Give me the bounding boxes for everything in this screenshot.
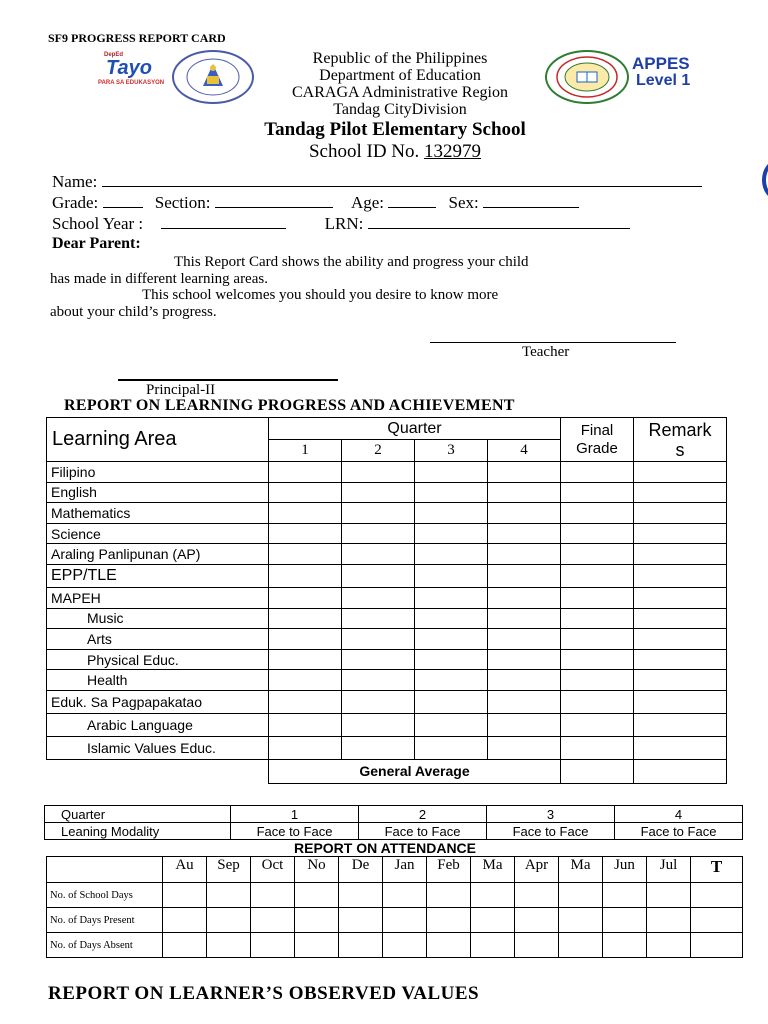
grade-cell[interactable]	[415, 608, 488, 629]
form-title: SF9 PROGRESS REPORT CARD	[48, 31, 226, 45]
header-line2: Department of Education	[319, 67, 481, 84]
grade-cell[interactable]	[342, 670, 415, 691]
attendance-cell[interactable]	[559, 883, 603, 908]
quarter-2-header: 2	[342, 440, 415, 462]
grade-cell[interactable]	[415, 736, 488, 759]
month-header: Apr	[515, 857, 559, 883]
month-header: Feb	[427, 857, 471, 883]
grade-cell[interactable]	[488, 690, 561, 713]
attendance-cell[interactable]	[471, 908, 515, 933]
attendance-cell[interactable]	[295, 908, 339, 933]
modality-value-row	[45, 823, 743, 840]
attendance-cell[interactable]	[471, 933, 515, 958]
age-field[interactable]	[388, 193, 436, 208]
grade-cell[interactable]	[269, 482, 342, 503]
school-id-line	[150, 141, 640, 163]
attendance-cell[interactable]	[339, 933, 383, 958]
grade-cell[interactable]	[269, 544, 342, 565]
appes-line1: APPES	[632, 54, 690, 73]
tayo-top-text: DepEd	[104, 52, 124, 58]
section-field[interactable]	[215, 193, 333, 208]
attendance-cell[interactable]	[163, 933, 207, 958]
principal-signature-line	[118, 379, 338, 381]
attendance-corner-cell	[47, 857, 163, 883]
subject-name: Health	[47, 670, 269, 691]
deped-tayo-logo	[98, 52, 168, 92]
grade-cell[interactable]	[415, 462, 488, 483]
subject-row	[47, 482, 727, 503]
grade-cell[interactable]	[269, 608, 342, 629]
attendance-cell[interactable]	[603, 933, 647, 958]
salutation: Dear Parent:	[52, 235, 141, 252]
tayo-sub-text: PARA SA EDUKASYON	[98, 80, 165, 86]
subject-row	[47, 690, 727, 713]
subject-name: English	[47, 482, 269, 503]
remarks-cell[interactable]	[634, 523, 727, 544]
teacher-signature-line	[430, 342, 676, 343]
grade-cell[interactable]	[342, 462, 415, 483]
header-line1: Republic of the Philippines	[312, 50, 488, 67]
modality-value-q2[interactable]: Face to Face	[359, 823, 487, 840]
attendance-cell[interactable]	[163, 908, 207, 933]
final-grade-cell[interactable]	[561, 503, 634, 524]
grade-cell[interactable]	[488, 523, 561, 544]
attendance-table	[46, 856, 743, 958]
teacher-label: Teacher	[522, 344, 570, 360]
grade-cell[interactable]	[342, 713, 415, 736]
attendance-cell[interactable]	[163, 883, 207, 908]
grade-cell[interactable]	[342, 690, 415, 713]
col-remarks-text2: s	[675, 439, 685, 460]
attendance-cell[interactable]	[647, 933, 691, 958]
school-year-row	[52, 214, 732, 234]
subject-row	[47, 629, 727, 650]
header-block	[240, 50, 560, 118]
subject-name: Physical Educ.	[47, 649, 269, 670]
final-grade-cell[interactable]	[561, 629, 634, 650]
letter-p2-line2: about your child’s progress.	[50, 303, 217, 320]
name-label: Name:	[52, 172, 98, 191]
remarks-cell[interactable]	[634, 587, 727, 608]
attendance-row	[47, 883, 743, 908]
attendance-cell[interactable]	[427, 908, 471, 933]
grade-cell[interactable]	[488, 649, 561, 670]
grade-cell[interactable]	[269, 462, 342, 483]
general-average-row	[47, 759, 727, 783]
subject-name: Arabic Language	[47, 713, 269, 736]
progress-header-row	[47, 418, 727, 440]
subject-name: Arts	[47, 629, 269, 650]
grade-cell[interactable]	[415, 503, 488, 524]
remarks-cell[interactable]	[634, 462, 727, 483]
remarks-cell[interactable]	[634, 690, 727, 713]
attendance-cell[interactable]	[647, 908, 691, 933]
modality-value-q1[interactable]: Face to Face	[231, 823, 359, 840]
month-header: No	[295, 857, 339, 883]
sex-field[interactable]	[483, 193, 579, 208]
lrn-label: LRN:	[324, 214, 364, 233]
attendance-cell[interactable]	[691, 883, 743, 908]
grade-cell[interactable]	[488, 462, 561, 483]
grade-cell[interactable]	[342, 736, 415, 759]
grade-cell[interactable]	[342, 544, 415, 565]
subject-row	[47, 736, 727, 759]
remarks-cell[interactable]	[634, 670, 727, 691]
general-average-remarks[interactable]	[634, 759, 727, 783]
attendance-cell[interactable]	[383, 933, 427, 958]
remarks-cell[interactable]	[634, 736, 727, 759]
grade-cell[interactable]	[415, 482, 488, 503]
month-header: Ma	[471, 857, 515, 883]
learning-progress-table	[46, 417, 727, 784]
grade-cell[interactable]	[488, 608, 561, 629]
modality-table	[44, 805, 743, 840]
modality-label: Leaning Modality	[45, 823, 231, 840]
grade-cell[interactable]	[342, 564, 415, 587]
remarks-cell[interactable]	[634, 482, 727, 503]
remarks-cell[interactable]	[634, 713, 727, 736]
letter-p1-line2: has made in different learning areas.	[50, 270, 268, 287]
subject-name: Araling Panlipunan (AP)	[47, 544, 269, 565]
values-title: REPORT ON LEARNER’S OBSERVED VALUES	[48, 983, 480, 1004]
appes-logo	[632, 55, 708, 91]
month-header: De	[339, 857, 383, 883]
attendance-cell[interactable]	[691, 933, 743, 958]
sex-label: Sex:	[448, 193, 479, 212]
final-grade-cell[interactable]	[561, 482, 634, 503]
subject-name: MAPEH	[47, 587, 269, 608]
letter-body	[50, 254, 529, 320]
grade-cell[interactable]	[269, 587, 342, 608]
attendance-cell[interactable]	[207, 933, 251, 958]
col-remarks	[634, 418, 727, 462]
attendance-cell[interactable]	[383, 883, 427, 908]
attendance-cell[interactable]	[251, 883, 295, 908]
month-header: Jan	[383, 857, 427, 883]
attendance-cell[interactable]	[471, 883, 515, 908]
attendance-cell[interactable]	[295, 933, 339, 958]
attendance-cell[interactable]	[603, 883, 647, 908]
grade-cell[interactable]	[269, 523, 342, 544]
grade-cell[interactable]	[342, 523, 415, 544]
modality-quarter-label: Quarter	[45, 806, 231, 823]
modality-value-q4[interactable]: Face to Face	[615, 823, 743, 840]
school-year-label: School Year :	[52, 214, 144, 233]
remarks-cell[interactable]	[634, 608, 727, 629]
attendance-cell[interactable]	[691, 908, 743, 933]
attendance-cell[interactable]	[427, 883, 471, 908]
grade-cell[interactable]	[269, 713, 342, 736]
grade-cell[interactable]	[488, 482, 561, 503]
final-grade-cell[interactable]	[561, 564, 634, 587]
subject-name: Islamic Values Educ.	[47, 736, 269, 759]
section-label: Section:	[154, 193, 211, 212]
attendance-cell[interactable]	[339, 908, 383, 933]
final-grade-cell[interactable]	[561, 544, 634, 565]
quarter-3-header: 3	[415, 440, 488, 462]
grade-cell[interactable]	[342, 608, 415, 629]
attendance-cell[interactable]	[427, 933, 471, 958]
school-year-field[interactable]	[161, 214, 286, 229]
grade-cell[interactable]	[269, 690, 342, 713]
modality-q4: 4	[615, 806, 743, 823]
grade-row	[52, 193, 732, 213]
month-header: Jun	[603, 857, 647, 883]
month-header: Jul	[647, 857, 691, 883]
school-name: Tandag Pilot Elementary School	[264, 119, 526, 140]
subject-name: Mathematics	[47, 503, 269, 524]
name-row	[52, 172, 732, 192]
subject-row	[47, 713, 727, 736]
attendance-cell[interactable]	[515, 933, 559, 958]
grade-cell[interactable]	[269, 670, 342, 691]
grade-cell[interactable]	[342, 503, 415, 524]
col-learning-area: Learning Area	[47, 418, 269, 462]
remarks-cell[interactable]	[634, 564, 727, 587]
grade-cell[interactable]	[415, 690, 488, 713]
grade-cell[interactable]	[488, 503, 561, 524]
subject-row	[47, 544, 727, 565]
modality-q1: 1	[231, 806, 359, 823]
final-grade-cell[interactable]	[561, 713, 634, 736]
month-header: Sep	[207, 857, 251, 883]
grade-label: Grade:	[52, 193, 99, 212]
attendance-title: REPORT ON ATTENDANCE	[294, 840, 476, 856]
final-grade-cell[interactable]	[561, 587, 634, 608]
subject-name: Music	[47, 608, 269, 629]
attendance-cell[interactable]	[603, 908, 647, 933]
grade-cell[interactable]	[269, 629, 342, 650]
grade-cell[interactable]	[415, 670, 488, 691]
subject-name: Science	[47, 523, 269, 544]
subject-row	[47, 608, 727, 629]
attendance-cell[interactable]	[207, 908, 251, 933]
principal-label: Principal-II	[146, 382, 216, 398]
school-id-value: 132979	[424, 141, 482, 162]
grade-cell[interactable]	[269, 649, 342, 670]
lrn-field[interactable]	[368, 214, 630, 229]
col-final-text2: Grade	[576, 439, 618, 457]
attendance-row	[47, 933, 743, 958]
subject-name: EPP/TLE	[47, 564, 269, 587]
grade-cell[interactable]	[415, 523, 488, 544]
grade-cell[interactable]	[415, 564, 488, 587]
grade-cell[interactable]	[488, 670, 561, 691]
appes-line2: Level 1	[636, 72, 691, 89]
grade-cell[interactable]	[415, 649, 488, 670]
grade-cell[interactable]	[342, 629, 415, 650]
remarks-cell[interactable]	[634, 503, 727, 524]
subject-row	[47, 564, 727, 587]
general-average-label: General Average	[269, 759, 561, 783]
col-final-text1: Final	[580, 421, 614, 439]
header-line4: Tandag CityDivision	[333, 101, 467, 118]
subject-row	[47, 462, 727, 483]
modality-value-q3[interactable]: Face to Face	[487, 823, 615, 840]
subject-name: Eduk. Sa Pagpapakatao	[47, 690, 269, 713]
attendance-cell[interactable]	[515, 908, 559, 933]
grade-cell[interactable]	[415, 713, 488, 736]
quarter-1-header: 1	[269, 440, 342, 462]
age-label: Age:	[350, 193, 385, 212]
grade-cell[interactable]	[269, 503, 342, 524]
attendance-cell[interactable]	[207, 883, 251, 908]
header-line3: CARAGA Administrative Region	[292, 84, 508, 101]
remarks-cell[interactable]	[634, 629, 727, 650]
col-final-grade	[561, 418, 634, 462]
subject-row	[47, 670, 727, 691]
grade-cell[interactable]	[415, 629, 488, 650]
final-grade-cell[interactable]	[561, 462, 634, 483]
final-grade-cell[interactable]	[561, 649, 634, 670]
letter-p1-line1: This Report Card shows the ability and progress your child	[174, 254, 529, 270]
general-average-spacer	[47, 759, 269, 783]
grade-cell[interactable]	[488, 736, 561, 759]
col-remarks-text1: Remark	[648, 419, 712, 440]
grade-cell[interactable]	[488, 544, 561, 565]
grade-cell[interactable]	[488, 629, 561, 650]
edge-circle-icon	[762, 160, 768, 200]
attendance-cell[interactable]	[559, 933, 603, 958]
subject-row	[47, 649, 727, 670]
grade-cell[interactable]	[415, 544, 488, 565]
attendance-cell[interactable]	[251, 933, 295, 958]
attendance-cell[interactable]	[515, 883, 559, 908]
grade-cell[interactable]	[415, 587, 488, 608]
attendance-cell[interactable]	[339, 883, 383, 908]
month-header: Ma	[559, 857, 603, 883]
attendance-row-label: No. of Days Present	[47, 908, 163, 933]
month-header: Au	[163, 857, 207, 883]
letter-p2-line1: This school welcomes you should you desire to know more	[142, 287, 499, 303]
attendance-cell[interactable]	[383, 908, 427, 933]
col-quarter: Quarter	[269, 418, 561, 440]
grade-cell[interactable]	[488, 564, 561, 587]
modality-quarter-row	[45, 806, 743, 823]
attendance-row-label: No. of School Days	[47, 883, 163, 908]
grade-cell[interactable]	[269, 736, 342, 759]
final-grade-cell[interactable]	[561, 523, 634, 544]
grade-cell[interactable]	[488, 713, 561, 736]
grade-cell[interactable]	[342, 587, 415, 608]
name-field[interactable]	[102, 172, 702, 187]
subject-row	[47, 587, 727, 608]
grade-field[interactable]	[103, 193, 143, 208]
final-grade-cell[interactable]	[561, 608, 634, 629]
modality-q2: 2	[359, 806, 487, 823]
attendance-row-label: No. of Days Absent	[47, 933, 163, 958]
modality-q3: 3	[487, 806, 615, 823]
attendance-cell[interactable]	[559, 908, 603, 933]
attendance-row	[47, 908, 743, 933]
remarks-cell[interactable]	[634, 649, 727, 670]
final-grade-cell[interactable]	[561, 736, 634, 759]
final-grade-cell[interactable]	[561, 670, 634, 691]
month-header: T	[691, 857, 743, 883]
subject-row	[47, 503, 727, 524]
school-id-label: School ID No.	[308, 141, 420, 162]
grade-cell[interactable]	[342, 482, 415, 503]
subject-row	[47, 523, 727, 544]
quarter-4-header: 4	[488, 440, 561, 462]
final-grade-cell[interactable]	[561, 690, 634, 713]
tayo-main-text: Tayo	[106, 57, 152, 79]
attendance-cell[interactable]	[251, 908, 295, 933]
grade-cell[interactable]	[269, 564, 342, 587]
attendance-header-row	[47, 857, 743, 883]
month-header: Oct	[251, 857, 295, 883]
attendance-cell[interactable]	[295, 883, 339, 908]
remarks-cell[interactable]	[634, 544, 727, 565]
subject-name: Filipino	[47, 462, 269, 483]
general-average-final[interactable]	[561, 759, 634, 783]
attendance-cell[interactable]	[647, 883, 691, 908]
progress-title: REPORT ON LEARNING PROGRESS AND ACHIEVEMENT	[64, 397, 515, 414]
grade-cell[interactable]	[488, 587, 561, 608]
grade-cell[interactable]	[342, 649, 415, 670]
